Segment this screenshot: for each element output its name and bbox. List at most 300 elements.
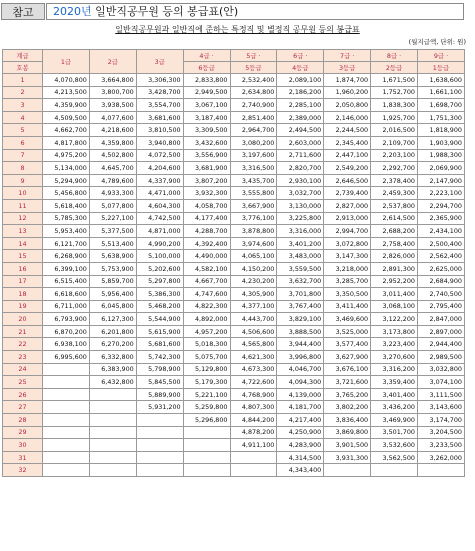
salary-cell (89, 451, 136, 464)
salary-cell: 4,177,400 (183, 212, 230, 225)
salary-cell: 3,802,200 (324, 401, 371, 414)
header-row-top (3, 50, 465, 62)
salary-cell: 2,459,300 (371, 187, 418, 200)
salary-cell: 1,988,300 (418, 149, 465, 162)
salary-cell: 3,632,700 (277, 275, 324, 288)
salary-cell: 3,147,300 (324, 250, 371, 263)
salary-cell: 6,201,800 (89, 325, 136, 338)
salary-cell: 3,627,900 (324, 351, 371, 364)
salary-cell: 5,297,800 (136, 275, 183, 288)
salary-cell: 2,847,000 (418, 313, 465, 326)
step-cell: 3 (3, 99, 43, 112)
salary-cell: 4,337,900 (136, 174, 183, 187)
salary-cell: 1,752,700 (371, 86, 418, 99)
salary-cell (89, 414, 136, 427)
table-row (3, 199, 465, 212)
salary-cell: 1,838,300 (371, 99, 418, 112)
salary-cell (89, 439, 136, 452)
salary-cell: 2,285,100 (277, 99, 324, 112)
salary-cell: 4,094,300 (277, 376, 324, 389)
salary-cell: 4,359,900 (43, 99, 90, 112)
salary-cell: 4,250,900 (277, 426, 324, 439)
salary-cell: 2,146,000 (324, 111, 371, 124)
salary-cell (183, 451, 230, 464)
salary-cell: 3,233,500 (418, 439, 465, 452)
salary-cell: 4,213,500 (43, 86, 90, 99)
salary-cell: 4,604,300 (136, 199, 183, 212)
salary-cell: 5,468,200 (136, 300, 183, 313)
table-row (3, 86, 465, 99)
table-row (3, 338, 465, 351)
salary-cell: 2,109,700 (371, 136, 418, 149)
salary-cell: 3,767,400 (277, 300, 324, 313)
salary-cell: 3,223,400 (371, 338, 418, 351)
salary-cell: 3,436,200 (371, 401, 418, 414)
salary-cell: 6,711,000 (43, 300, 90, 313)
salary-cell: 3,667,900 (230, 199, 277, 212)
salary-cell: 6,618,600 (43, 288, 90, 301)
salary-cell: 2,989,500 (418, 351, 465, 364)
salary-cell: 2,494,500 (277, 124, 324, 137)
salary-cell: 3,501,700 (371, 426, 418, 439)
salary-cell: 3,701,800 (277, 288, 324, 301)
salary-cell: 2,069,900 (418, 162, 465, 175)
salary-cell: 3,316,200 (371, 363, 418, 376)
salary-cell (371, 464, 418, 477)
salary-cell (230, 451, 277, 464)
salary-cell (43, 376, 90, 389)
salary-cell: 4,283,900 (277, 439, 324, 452)
salary-cell: 3,974,600 (230, 237, 277, 250)
salary-cell: 3,721,600 (324, 376, 371, 389)
salary-cell: 4,065,100 (230, 250, 277, 263)
col-header-6-line2: 4등급 (292, 64, 309, 72)
salary-cell: 3,469,900 (371, 414, 418, 427)
salary-cell: 3,681,600 (136, 111, 183, 124)
step-cell: 5 (3, 124, 43, 137)
salary-cell: 3,525,000 (324, 325, 371, 338)
salary-cell: 4,817,800 (43, 136, 90, 149)
salary-cell: 3,262,000 (418, 451, 465, 464)
salary-cell: 3,931,300 (324, 451, 371, 464)
salary-cell: 1,698,700 (418, 99, 465, 112)
salary-cell: 5,294,900 (43, 174, 90, 187)
step-cell: 10 (3, 187, 43, 200)
salary-cell: 2,223,100 (418, 187, 465, 200)
salary-cell: 3,554,700 (136, 99, 183, 112)
salary-cell: 2,851,400 (230, 111, 277, 124)
salary-cell: 1,751,300 (418, 111, 465, 124)
table-row (3, 313, 465, 326)
step-cell: 1 (3, 74, 43, 87)
step-cell: 23 (3, 351, 43, 364)
salary-cell: 4,218,600 (89, 124, 136, 137)
salary-cell: 6,995,600 (43, 351, 90, 364)
salary-cell: 2,833,800 (183, 74, 230, 87)
table-row (3, 288, 465, 301)
step-cell: 19 (3, 300, 43, 313)
salary-cell: 4,807,300 (230, 401, 277, 414)
col-header-5 (230, 50, 277, 62)
table-row (3, 187, 465, 200)
salary-cell: 5,386,300 (136, 288, 183, 301)
salary-cell: 2,244,500 (324, 124, 371, 137)
salary-cell: 6,870,200 (43, 325, 90, 338)
salary-cell: 2,897,000 (418, 325, 465, 338)
col-header-1 (43, 50, 90, 74)
col-header-6-sub (277, 62, 324, 74)
salary-cell: 4,892,000 (183, 313, 230, 326)
salary-cell: 2,964,700 (230, 124, 277, 137)
salary-cell: 2,891,300 (371, 262, 418, 275)
title-bar (0, 0, 475, 22)
salary-cell: 2,826,000 (371, 250, 418, 263)
salary-cell: 3,130,000 (277, 199, 324, 212)
col-header-9-line1: 9급 · (433, 52, 449, 60)
table-row (3, 124, 465, 137)
salary-cell: 2,292,700 (371, 162, 418, 175)
step-cell: 29 (3, 426, 43, 439)
salary-cell: 4,359,800 (89, 136, 136, 149)
col-header-7 (324, 50, 371, 62)
salary-cell: 2,740,900 (230, 99, 277, 112)
step-cell: 28 (3, 414, 43, 427)
salary-cell: 4,878,200 (230, 426, 277, 439)
salary-cell: 2,603,000 (277, 136, 324, 149)
salary-cell: 2,365,900 (418, 212, 465, 225)
step-cell: 12 (3, 212, 43, 225)
salary-cell: 2,795,400 (418, 300, 465, 313)
salary-cell: 3,011,400 (371, 288, 418, 301)
salary-cell (43, 401, 90, 414)
table-row (3, 439, 465, 452)
salary-cell: 3,676,100 (324, 363, 371, 376)
salary-cell: 6,938,100 (43, 338, 90, 351)
salary-cell (43, 451, 90, 464)
salary-cell: 4,662,700 (43, 124, 90, 137)
salary-cell: 4,058,700 (183, 199, 230, 212)
salary-cell: 5,221,100 (183, 388, 230, 401)
col-header-8-sub (371, 62, 418, 74)
table-row (3, 212, 465, 225)
salary-cell: 5,134,000 (43, 162, 90, 175)
salary-cell: 6,045,800 (89, 300, 136, 313)
col-header-6-line1: 6급 · (293, 52, 308, 60)
salary-cell: 3,122,200 (371, 313, 418, 326)
salary-cell: 2,500,400 (418, 237, 465, 250)
step-cell: 32 (3, 464, 43, 477)
salary-cell: 2,016,500 (371, 124, 418, 137)
salary-cell: 2,646,500 (324, 174, 371, 187)
salary-cell: 5,179,300 (183, 376, 230, 389)
salary-cell: 4,314,500 (277, 451, 324, 464)
salary-cell: 3,032,700 (277, 187, 324, 200)
salary-cell: 2,949,500 (183, 86, 230, 99)
salary-cell: 3,932,300 (183, 187, 230, 200)
salary-cell: 5,615,900 (136, 325, 183, 338)
col-header-8-line2: 2등급 (385, 64, 403, 72)
step-cell: 11 (3, 199, 43, 212)
salary-cell: 4,509,500 (43, 111, 90, 124)
salary-cell: 3,285,700 (324, 275, 371, 288)
salary-cell: 4,822,300 (183, 300, 230, 313)
salary-cell: 2,378,400 (371, 174, 418, 187)
salary-cell: 4,747,600 (183, 288, 230, 301)
col-header-7-line1: 7급 · (340, 52, 355, 60)
salary-cell: 4,072,500 (136, 149, 183, 162)
salary-cell: 2,562,400 (418, 250, 465, 263)
col-header-3-line1: 3급 (154, 58, 165, 66)
corner-step-label: 호봉 (16, 64, 29, 72)
step-cell: 6 (3, 136, 43, 149)
salary-cell: 5,202,600 (136, 262, 183, 275)
table-row (3, 74, 465, 87)
salary-cell (89, 464, 136, 477)
salary-cell: 3,197,600 (230, 149, 277, 162)
step-cell: 18 (3, 288, 43, 301)
salary-cell: 3,878,800 (230, 225, 277, 238)
salary-cell: 2,684,900 (418, 275, 465, 288)
salary-cell: 3,469,600 (324, 313, 371, 326)
salary-cell: 3,074,100 (418, 376, 465, 389)
salary-cell (136, 439, 183, 452)
salary-cell: 2,549,200 (324, 162, 371, 175)
table-header (3, 50, 465, 74)
salary-cell: 3,776,100 (230, 212, 277, 225)
salary-cell (230, 464, 277, 477)
table-row (3, 401, 465, 414)
salary-cell (43, 439, 90, 452)
title-text: 일반직공무원 등의 봉급표(안) (91, 5, 239, 18)
salary-cell: 3,428,700 (136, 86, 183, 99)
salary-cell (43, 363, 90, 376)
salary-cell (183, 426, 230, 439)
col-header-7-sub (324, 62, 371, 74)
salary-cell: 3,869,800 (324, 426, 371, 439)
salary-cell: 1,960,200 (324, 86, 371, 99)
col-header-3 (136, 50, 183, 74)
salary-cell: 2,050,800 (324, 99, 371, 112)
col-header-9 (418, 50, 465, 62)
table-row (3, 414, 465, 427)
salary-cell: 4,288,700 (183, 225, 230, 238)
table-row (3, 363, 465, 376)
table-row (3, 275, 465, 288)
salary-cell: 5,018,300 (183, 338, 230, 351)
salary-cell: 3,664,800 (89, 74, 136, 87)
salary-cell: 2,614,500 (371, 212, 418, 225)
unit-note: (월지급액, 단위: 원) (408, 38, 466, 46)
step-cell: 21 (3, 325, 43, 338)
salary-cell: 2,820,700 (277, 162, 324, 175)
step-cell: 20 (3, 313, 43, 326)
table-row (3, 464, 465, 477)
salary-cell: 6,383,900 (89, 363, 136, 376)
salary-cell: 5,953,400 (43, 225, 90, 238)
salary-cell: 4,911,100 (230, 439, 277, 452)
salary-cell: 4,392,400 (183, 237, 230, 250)
salary-cell: 4,975,200 (43, 149, 90, 162)
table-row (3, 351, 465, 364)
col-header-4-line1: 4급 · (199, 52, 214, 60)
salary-cell: 1,903,900 (418, 136, 465, 149)
salary-cell: 3,807,200 (183, 174, 230, 187)
salary-cell: 5,544,900 (136, 313, 183, 326)
step-cell: 31 (3, 451, 43, 464)
table-row (3, 250, 465, 263)
salary-cell: 2,532,400 (230, 74, 277, 87)
salary-cell: 3,681,900 (183, 162, 230, 175)
grade-corner (3, 50, 43, 62)
salary-cell: 2,625,000 (418, 262, 465, 275)
table-row (3, 325, 465, 338)
salary-cell: 5,129,800 (183, 363, 230, 376)
col-header-6 (277, 50, 324, 62)
salary-cell: 1,671,500 (371, 74, 418, 87)
salary-cell: 3,562,500 (371, 451, 418, 464)
col-header-2 (89, 50, 136, 74)
salary-cell: 3,810,500 (136, 124, 183, 137)
col-header-5-line2: 5등급 (245, 64, 262, 72)
salary-cell: 4,377,100 (230, 300, 277, 313)
corner-grade-label: 계급 (16, 52, 29, 60)
salary-cell: 5,259,800 (183, 401, 230, 414)
salary-cell: 2,913,000 (324, 212, 371, 225)
salary-cell: 1,661,100 (418, 86, 465, 99)
salary-cell: 4,667,700 (183, 275, 230, 288)
title-year: 2020년 (53, 5, 92, 18)
salary-cell: 6,432,800 (89, 376, 136, 389)
salary-cell: 6,515,400 (43, 275, 90, 288)
salary-cell (183, 464, 230, 477)
salary-cell: 4,471,000 (136, 187, 183, 200)
salary-cell: 3,411,400 (324, 300, 371, 313)
step-cell: 7 (3, 149, 43, 162)
salary-cell (324, 464, 371, 477)
salary-cell: 3,432,600 (183, 136, 230, 149)
salary-cell: 4,621,300 (230, 351, 277, 364)
table-row (3, 111, 465, 124)
salary-cell: 3,800,700 (89, 86, 136, 99)
salary-cell: 2,994,700 (324, 225, 371, 238)
salary-cell (183, 439, 230, 452)
salary-cell: 3,316,500 (230, 162, 277, 175)
salary-cell: 4,204,600 (136, 162, 183, 175)
reference-tag: 참고 (1, 3, 45, 20)
salary-cell: 5,742,300 (136, 351, 183, 364)
col-header-7-line2: 3등급 (338, 64, 356, 72)
salary-cell: 4,742,500 (136, 212, 183, 225)
salary-cell: 3,940,800 (136, 136, 183, 149)
salary-cell (43, 426, 90, 439)
salary-cell: 3,068,100 (371, 300, 418, 313)
salary-cell: 3,111,500 (418, 388, 465, 401)
salary-cell: 3,173,800 (371, 325, 418, 338)
step-cell: 30 (3, 439, 43, 452)
salary-cell: 3,401,200 (277, 237, 324, 250)
salary-cell: 4,506,600 (230, 325, 277, 338)
salary-cell: 3,555,800 (230, 187, 277, 200)
col-header-8 (371, 50, 418, 62)
salary-cell: 2,389,000 (277, 111, 324, 124)
salary-cell: 1,818,900 (418, 124, 465, 137)
table-row (3, 162, 465, 175)
salary-cell: 2,930,100 (277, 174, 324, 187)
table-body (3, 74, 465, 477)
salary-cell (43, 464, 90, 477)
salary-cell: 5,100,000 (136, 250, 183, 263)
col-header-4 (183, 50, 230, 62)
salary-cell: 3,996,800 (277, 351, 324, 364)
salary-cell: 6,127,300 (89, 313, 136, 326)
step-cell: 26 (3, 388, 43, 401)
salary-cell (136, 464, 183, 477)
salary-cell: 6,793,900 (43, 313, 90, 326)
salary-cell: 5,456,800 (43, 187, 90, 200)
salary-cell: 5,889,900 (136, 388, 183, 401)
salary-cell: 3,765,200 (324, 388, 371, 401)
salary-cell: 4,230,200 (230, 275, 277, 288)
step-cell: 2 (3, 86, 43, 99)
salary-cell: 3,032,800 (418, 363, 465, 376)
page-title (46, 3, 464, 20)
salary-cell: 4,502,800 (89, 149, 136, 162)
salary-cell: 4,768,900 (230, 388, 277, 401)
salary-cell: 5,931,200 (136, 401, 183, 414)
salary-cell: 5,785,300 (43, 212, 90, 225)
table-subtitle (0, 24, 475, 35)
salary-cell: 3,938,500 (89, 99, 136, 112)
step-cell: 25 (3, 376, 43, 389)
salary-cell: 1,874,700 (324, 74, 371, 87)
salary-cell: 3,218,000 (324, 262, 371, 275)
salary-cell: 3,225,800 (277, 212, 324, 225)
salary-cell: 3,316,000 (277, 225, 324, 238)
salary-cell: 3,359,400 (371, 376, 418, 389)
salary-cell: 3,204,500 (418, 426, 465, 439)
col-header-9-sub (418, 62, 465, 74)
salary-cell: 2,294,700 (418, 199, 465, 212)
salary-cell: 5,075,700 (183, 351, 230, 364)
salary-cell: 3,270,600 (371, 351, 418, 364)
salary-cell: 4,789,600 (89, 174, 136, 187)
salary-cell: 5,681,600 (136, 338, 183, 351)
salary-cell: 3,080,200 (230, 136, 277, 149)
salary-cell: 6,332,800 (89, 351, 136, 364)
table-row (3, 136, 465, 149)
salary-cell: 6,270,200 (89, 338, 136, 351)
salary-cell: 4,217,400 (277, 414, 324, 427)
salary-cell: 5,618,400 (43, 199, 90, 212)
table-row (3, 237, 465, 250)
salary-cell: 3,483,000 (277, 250, 324, 263)
salary-cell: 3,072,800 (324, 237, 371, 250)
col-header-4-sub (183, 62, 230, 74)
salary-cell: 4,844,200 (230, 414, 277, 427)
salary-cell: 3,829,100 (277, 313, 324, 326)
salary-cell: 4,645,700 (89, 162, 136, 175)
salary-cell: 5,227,100 (89, 212, 136, 225)
col-header-2-line1: 2급 (107, 58, 118, 66)
table-row (3, 174, 465, 187)
table-row (3, 225, 465, 238)
salary-cell: 4,077,600 (89, 111, 136, 124)
salary-cell: 5,296,800 (183, 414, 230, 427)
salary-cell: 5,798,900 (136, 363, 183, 376)
salary-cell: 6,399,100 (43, 262, 90, 275)
salary-cell: 3,143,600 (418, 401, 465, 414)
salary-cell: 4,070,800 (43, 74, 90, 87)
